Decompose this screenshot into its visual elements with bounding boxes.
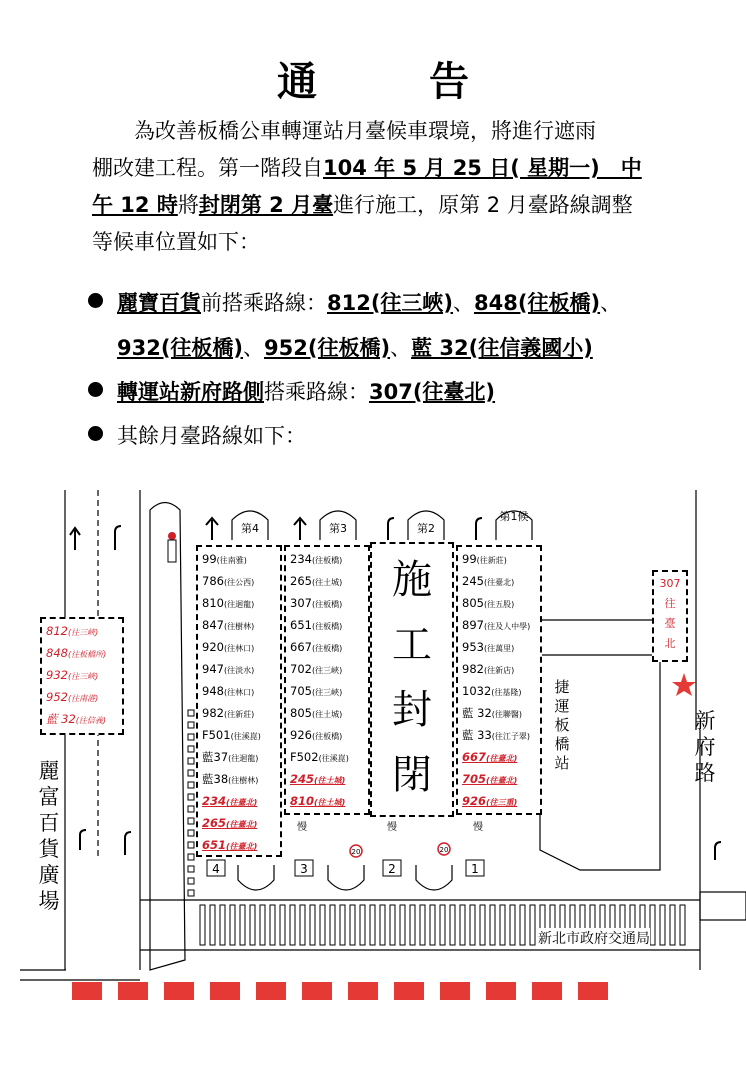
platform-3-routes <box>284 545 370 815</box>
road-char: 路 <box>694 761 716 785</box>
route-row <box>290 549 364 571</box>
route-number: 897 <box>462 618 484 632</box>
crosswalk-stripe <box>520 905 525 945</box>
construction-closed-box <box>370 542 454 817</box>
route-number: 藍37 <box>202 750 229 764</box>
route-row <box>46 621 118 643</box>
crosswalk-stripe <box>188 842 194 848</box>
route-row <box>462 659 536 681</box>
route-destination: (往板橋) <box>311 732 343 741</box>
route-number: 847 <box>202 618 224 632</box>
route-destination: (往迴龍) <box>223 600 255 609</box>
route-number: 702 <box>290 662 312 676</box>
route-destination: (往板橋) <box>311 600 343 609</box>
crosswalk-stripe <box>350 905 355 945</box>
route-row <box>462 703 536 725</box>
route-number: 245 <box>462 574 484 588</box>
platform-bottom-2 <box>416 865 452 890</box>
crosswalk-stripe <box>270 905 275 945</box>
crosswalk-stripe <box>460 905 465 945</box>
route-row <box>290 615 364 637</box>
crosswalk-stripe <box>420 905 425 945</box>
mall-char: 麗 <box>38 759 60 783</box>
station-char: 運 <box>554 697 570 715</box>
star-marker-icon <box>672 673 696 696</box>
station-label <box>553 678 571 773</box>
time-text: 午 12 時 <box>92 193 178 217</box>
route-row <box>462 637 536 659</box>
route-number: 786 <box>202 574 224 588</box>
crosswalk-stripe <box>500 905 505 945</box>
route-destination: (往林口) <box>223 688 255 697</box>
route-row <box>202 813 276 835</box>
route-row <box>290 703 364 725</box>
route-number: 805 <box>290 706 312 720</box>
crosswalk-stripe <box>380 905 385 945</box>
crosswalk-stripe <box>400 905 405 945</box>
route-number: 926 <box>290 728 312 742</box>
route-number: 926 <box>462 794 487 808</box>
route-row <box>46 643 118 665</box>
crosswalk-stripe <box>450 905 455 945</box>
route-row <box>202 681 276 703</box>
bullet-place: 轉運站新府路側 <box>117 380 264 404</box>
route-number: F501 <box>202 728 231 742</box>
route-destination: (往臺北) <box>486 754 518 763</box>
barrier-block <box>578 982 608 1000</box>
bullet-3 <box>88 418 306 455</box>
title-char-1: 通 <box>277 59 317 105</box>
mall-char: 場 <box>38 889 60 913</box>
barrier-block <box>118 982 148 1000</box>
route-number: 810 <box>202 596 224 610</box>
route-destination: (往板橋) <box>311 622 343 631</box>
route-destination: (往淡水) <box>223 666 255 675</box>
route-destination: (往樹林) <box>223 622 255 631</box>
barrier-block <box>210 982 240 1000</box>
route: 812(往三峽) <box>327 291 454 315</box>
route-destination: (往土城) <box>311 710 343 719</box>
route-char: 往 <box>664 597 676 610</box>
sep: 、 <box>243 336 265 360</box>
route-destination: (往信義) <box>75 716 107 725</box>
route-destination: (往三峽) <box>311 688 343 697</box>
route-number: 307 <box>659 577 681 590</box>
crosswalk-stripe <box>660 905 665 945</box>
crosswalk-stripe <box>188 794 194 800</box>
route-destination: (往溪崑) <box>318 754 349 763</box>
road-label <box>692 708 718 786</box>
route-destination: (往板橋) <box>311 644 343 653</box>
arrow-icon <box>388 518 394 540</box>
route-row <box>202 549 276 571</box>
title-char-2: 告 <box>429 59 469 105</box>
crosswalk-stripe <box>390 905 395 945</box>
route-row <box>202 835 276 857</box>
para-line-1: 為改善板橋公車轉運站月臺候車環境，將進行遮雨 <box>134 119 596 143</box>
route-number: 藍 32 <box>46 712 76 726</box>
platform-bottom-3 <box>328 865 364 890</box>
route-row <box>290 769 364 791</box>
crosswalk-stripe <box>188 818 194 824</box>
para-text: 將 <box>177 193 199 217</box>
agency-name: 新北市政府交通局 <box>538 928 650 948</box>
crosswalk-stripe <box>230 905 235 945</box>
route-row <box>462 791 536 813</box>
route-number: 812 <box>46 624 68 638</box>
arrow-icon <box>80 830 86 850</box>
speed-limit-text: 20 <box>351 848 361 856</box>
route-row <box>202 615 276 637</box>
route-number: 920 <box>202 640 224 654</box>
route-row <box>462 747 536 769</box>
mall-char: 貨 <box>38 837 60 861</box>
route-destination: (往土城) <box>311 578 343 587</box>
barrier-block <box>486 982 516 1000</box>
red-barrier <box>72 982 608 1000</box>
route-row <box>462 769 536 791</box>
arrow-icon <box>70 528 80 550</box>
platform-number: 2 <box>388 862 396 876</box>
crosswalk-stripe <box>188 806 194 812</box>
route-row <box>202 791 276 813</box>
barrier-block <box>348 982 378 1000</box>
route-char: 北 <box>664 637 676 650</box>
route-number: 651 <box>202 838 227 852</box>
route-row <box>290 593 364 615</box>
platform-label: 第4 <box>241 522 259 535</box>
route-destination: (往土城) <box>314 798 346 807</box>
crosswalk-stripe <box>260 905 265 945</box>
crosswalk-stripe <box>330 905 335 945</box>
route: 藍 32(往信義國小) <box>411 336 593 360</box>
route-row <box>290 637 364 659</box>
mall-char: 廣 <box>38 863 60 887</box>
platform-label: 第1候 <box>499 510 529 523</box>
route-row <box>46 687 118 709</box>
crosswalk-stripe <box>188 878 194 884</box>
route-row <box>202 725 276 747</box>
bullet-1-cont <box>117 330 593 367</box>
platform-label: 第2 <box>417 522 435 535</box>
route-number: 藍 32 <box>462 706 492 720</box>
crosswalk-stripe <box>188 854 194 860</box>
crosswalk-stripe <box>440 905 445 945</box>
route-destination: (往臺北) <box>486 776 518 785</box>
route-row <box>202 703 276 725</box>
route-number: 982 <box>202 706 224 720</box>
crosswalk-stripe <box>188 782 194 788</box>
route-destination: (往新莊) <box>476 556 507 565</box>
route-number: 651 <box>290 618 312 632</box>
route-row <box>202 769 276 791</box>
crosswalk-stripe <box>510 905 515 945</box>
route-number: 234 <box>290 552 312 566</box>
construction-char: 閉 <box>392 752 432 798</box>
crosswalk-stripe <box>310 905 315 945</box>
bullet-text: 前搭乘路線： <box>201 291 327 315</box>
crosswalk-stripe <box>188 866 194 872</box>
crosswalk-stripe <box>250 905 255 945</box>
route-number: 265 <box>202 816 227 830</box>
platform-bottom-4 <box>238 865 274 890</box>
route-char: 臺 <box>664 617 676 630</box>
route-row <box>462 681 536 703</box>
arrow-icon <box>115 526 121 550</box>
route-destination: (往三峽) <box>67 628 99 637</box>
crosswalk-stripe <box>188 722 194 728</box>
closure-text: 封閉第 2 月臺 <box>198 193 334 217</box>
bus-stop-pole <box>168 540 176 562</box>
route-destination: (往江子翠) <box>491 732 531 741</box>
route-row <box>202 637 276 659</box>
route-destination: (往迴龍) <box>228 754 259 763</box>
crosswalk-stripe <box>480 905 485 945</box>
route: 932(往板橋) <box>117 336 244 360</box>
route-destination: (往五股) <box>483 600 515 609</box>
crosswalk-stripe <box>188 758 194 764</box>
route-row <box>462 571 536 593</box>
para-line-2 <box>92 150 682 187</box>
crosswalk-stripe <box>470 905 475 945</box>
route-row <box>290 747 364 769</box>
route-number: 848 <box>46 646 68 660</box>
route-row <box>202 593 276 615</box>
platform-number: 4 <box>212 862 220 876</box>
barrier-block <box>256 982 286 1000</box>
left-stop-box <box>40 617 124 735</box>
crosswalk-stripe <box>220 905 225 945</box>
slow-sign: 慢 <box>297 822 307 833</box>
bullet-text: 其餘月臺路線如下： <box>117 424 306 448</box>
crosswalk-stripe <box>670 905 675 945</box>
route-destination: (往萬里) <box>483 644 515 653</box>
route-number: F502 <box>290 750 319 764</box>
route-number: 99 <box>462 552 477 566</box>
route-number: 947 <box>202 662 224 676</box>
crosswalk-stripe <box>340 905 345 945</box>
route-number: 952 <box>46 690 68 704</box>
route-row <box>462 615 536 637</box>
route-destination: (往板橋) <box>311 556 343 565</box>
route-row <box>46 665 118 687</box>
route-destination: (往溪崑) <box>230 732 261 741</box>
route-row <box>290 725 364 747</box>
crosswalk-stripe <box>530 905 535 945</box>
crosswalk-stripe <box>300 905 305 945</box>
arrow-icon <box>206 518 218 540</box>
barrier-block <box>532 982 562 1000</box>
mall-char: 百 <box>38 811 60 835</box>
barrier-block <box>302 982 332 1000</box>
route-number: 1032 <box>462 684 492 698</box>
bullet-text: 搭乘路線： <box>264 380 369 404</box>
route-row <box>462 593 536 615</box>
route-number: 805 <box>462 596 484 610</box>
route-destination: (往南雅) <box>216 556 247 565</box>
bullet-2 <box>88 374 495 411</box>
bullet-1 <box>88 285 621 322</box>
platform-4-routes <box>196 545 282 857</box>
road-char: 新 <box>694 709 716 733</box>
route-destination: (往聯醫) <box>491 710 523 719</box>
route-destination: (往三重) <box>486 798 518 807</box>
station-char: 橋 <box>554 735 570 753</box>
para-line-3 <box>92 187 682 224</box>
platform-number: 3 <box>300 862 308 876</box>
route-number: 982 <box>462 662 484 676</box>
platform-1-routes <box>456 545 542 815</box>
crosswalk-stripe <box>280 905 285 945</box>
construction-char: 工 <box>392 622 432 668</box>
platform-label: 第3 <box>329 522 347 535</box>
route-destination: (往臺北) <box>483 578 515 587</box>
route-row <box>290 681 364 703</box>
route-row <box>202 659 276 681</box>
crosswalk-stripe <box>290 905 295 945</box>
crosswalk-stripe <box>188 890 194 896</box>
bus-stop-icon <box>168 532 176 540</box>
crosswalk-stripe <box>188 710 194 716</box>
route-number: 932 <box>46 668 68 682</box>
arrow-icon <box>476 518 482 540</box>
route-destination: (往新莊) <box>223 710 255 719</box>
barrier-block <box>164 982 194 1000</box>
route: 848(往板橋) <box>474 291 601 315</box>
para-line-4: 等候車位置如下： <box>92 230 260 254</box>
mall-char: 富 <box>38 785 60 809</box>
route-number: 810 <box>290 794 315 808</box>
road-char: 府 <box>694 735 716 759</box>
route-destination: (往樹林) <box>228 776 259 785</box>
slow-sign: 慢 <box>387 822 397 833</box>
crosswalk-stripe <box>360 905 365 945</box>
route-destination: (往新店) <box>483 666 515 675</box>
sep: 、 <box>390 336 412 360</box>
route-number: 265 <box>290 574 312 588</box>
route-destination: (往三峽) <box>67 672 99 681</box>
route-number: 948 <box>202 684 224 698</box>
route-destination: (往臺北) <box>226 820 258 829</box>
crosswalk-stripe <box>430 905 435 945</box>
barrier-block <box>394 982 424 1000</box>
crosswalk-stripe <box>320 905 325 945</box>
route-row <box>462 549 536 571</box>
route-number: 667 <box>290 640 312 654</box>
crosswalk-stripe <box>210 905 215 945</box>
route-number: 234 <box>202 794 227 808</box>
route-destination: (往及人中學) <box>483 622 531 631</box>
crosswalk-stripe <box>188 734 194 740</box>
speed-limit-text: 20 <box>439 846 449 854</box>
bullet-place: 麗寶百貨 <box>117 291 201 315</box>
platform-number: 1 <box>471 862 479 876</box>
crosswalk-stripe <box>490 905 495 945</box>
crosswalk-stripe <box>188 746 194 752</box>
route: 307(往臺北) <box>369 380 496 404</box>
construction-char: 封 <box>392 687 432 733</box>
route-row <box>290 571 364 593</box>
station-char: 捷 <box>554 678 570 696</box>
crosswalk-stripe <box>410 905 415 945</box>
station-char: 板 <box>554 716 570 734</box>
route-number: 99 <box>202 552 217 566</box>
right-stop-box <box>652 570 688 662</box>
route-number: 667 <box>462 750 487 764</box>
bullet-dot-icon <box>88 382 103 397</box>
route-number: 藍38 <box>202 772 229 786</box>
arrow-icon <box>294 518 306 540</box>
arrow-icon <box>715 842 721 860</box>
construction-char: 施 <box>392 557 432 603</box>
route-destination: (往基隆) <box>491 688 522 697</box>
slow-sign: 慢 <box>473 822 483 833</box>
route-row <box>202 571 276 593</box>
route-row <box>290 659 364 681</box>
route-destination: (往林口) <box>223 644 255 653</box>
sep: 、 <box>600 291 622 315</box>
route-row <box>462 725 536 747</box>
route-destination: (往公西) <box>223 578 255 587</box>
bullet-dot-icon <box>88 293 103 308</box>
route-row <box>202 747 276 769</box>
date-text: 104 年 5 月 25 日( 星期一) 中 <box>323 156 642 180</box>
notice-paragraph <box>92 113 682 261</box>
route-number: 245 <box>290 772 315 786</box>
route-destination: (往三峽) <box>311 666 343 675</box>
crosswalk-stripe <box>680 905 685 945</box>
crosswalk-stripe <box>200 905 205 945</box>
crosswalk-stripe <box>188 770 194 776</box>
route-number: 307 <box>290 596 312 610</box>
station-char: 站 <box>554 754 570 772</box>
notice-title <box>0 50 746 107</box>
route-number: 705 <box>290 684 312 698</box>
barrier-block <box>72 982 102 1000</box>
crosswalk-stripe <box>240 905 245 945</box>
route-number: 705 <box>462 772 487 786</box>
route-destination: (往板橋所) <box>67 650 107 659</box>
route-row <box>290 791 364 813</box>
route-destination: (往臺北) <box>226 798 258 807</box>
route-destination: (往臺北) <box>226 842 258 851</box>
route-number: 953 <box>462 640 484 654</box>
route-destination: (往南港) <box>67 694 99 703</box>
route-row <box>46 709 118 731</box>
crosswalk-stripe <box>370 905 375 945</box>
route-number: 藍 33 <box>462 728 492 742</box>
route-destination: (往土城) <box>314 776 346 785</box>
arrow-icon <box>125 832 131 855</box>
building <box>700 892 746 920</box>
sep: 、 <box>453 291 475 315</box>
mall-label <box>36 758 62 914</box>
crosswalk-stripe <box>188 830 194 836</box>
route: 952(往板橋) <box>264 336 391 360</box>
barrier-block <box>440 982 470 1000</box>
crosswalk-stripe <box>650 905 655 945</box>
bullet-dot-icon <box>88 426 103 441</box>
para-text: 進行施工，原第 2 月臺路線調整 <box>333 193 633 217</box>
para-text: 棚改建工程。第一階段自 <box>92 156 323 180</box>
